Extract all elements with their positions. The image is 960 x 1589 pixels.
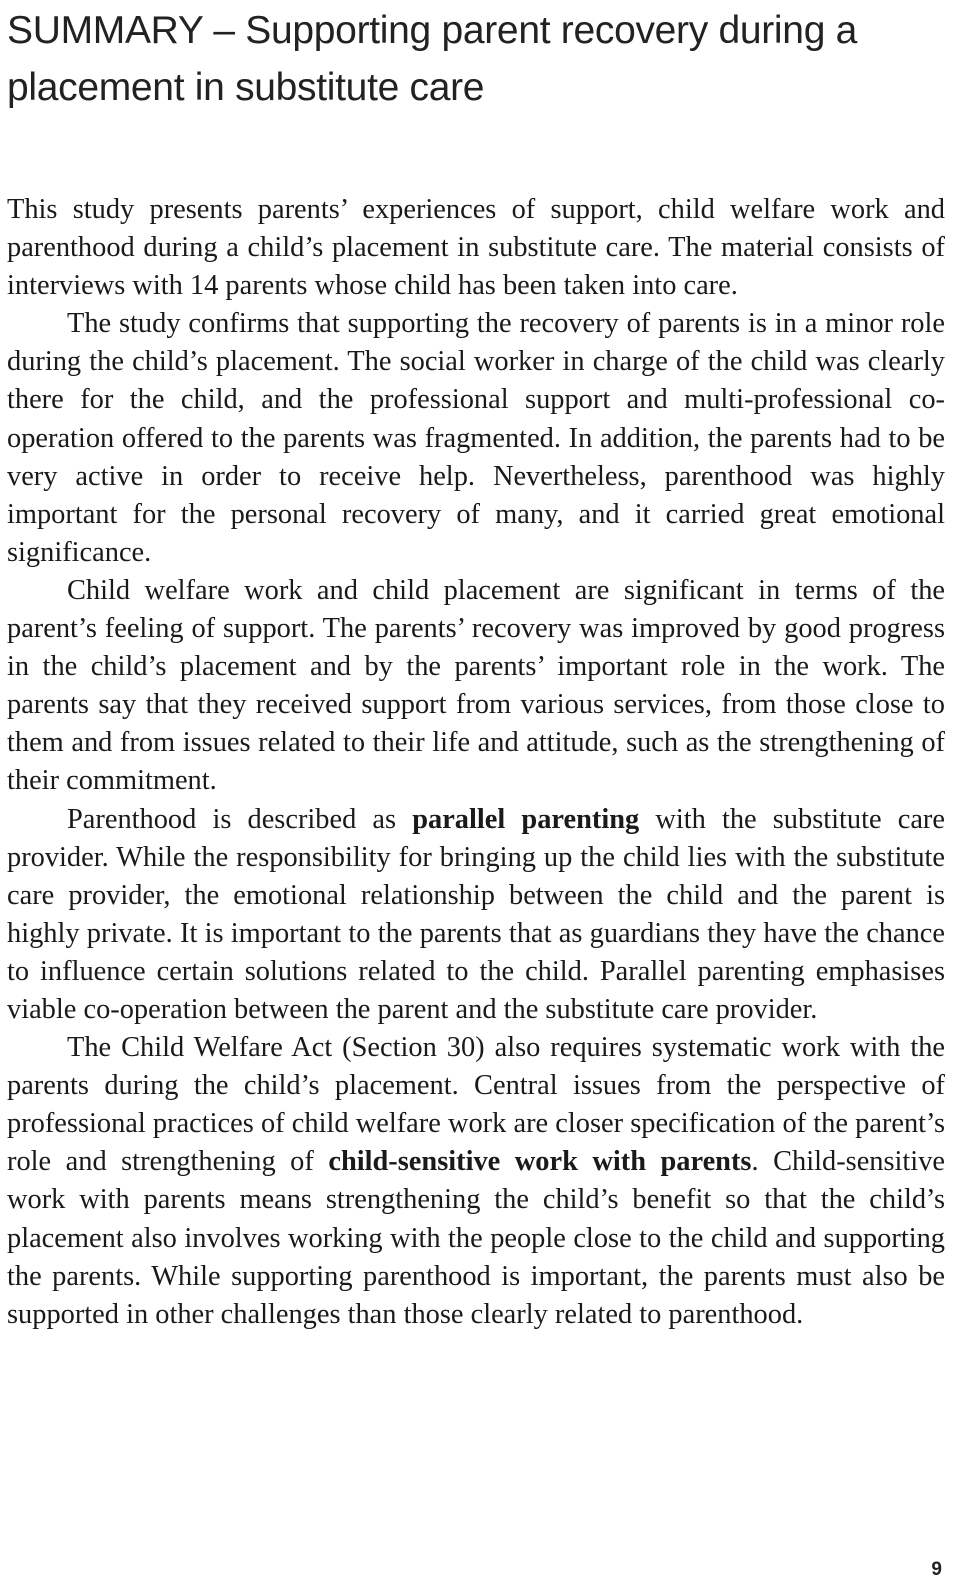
document-page (7, 0, 945, 1334)
page-title: SUMMARY – Supporting parent recovery during a placement in substitute care (7, 9, 858, 109)
summary-body (7, 191, 945, 1334)
page-number: 9 (931, 1559, 942, 1580)
paragraph-3 (7, 572, 945, 801)
paragraph-4-text-before: Parenthood is described as (67, 803, 413, 835)
paragraph-1-text: This study presents parents’ experiences of support, child welfare work and parenthood during a child’s placement in substitute care. The material consists of interviews with 14 parents whose child has been taken into care. (7, 194, 945, 302)
paragraph-4-bold-term: parallel parenting (412, 803, 640, 835)
paragraph-3-text: Child welfare work and child placement are significant in terms of the parent’s feeling of support. The parents’ recovery was improved by good progress in the child’s placement and by the parents’ important role in the work. The parents say that they received support from various services, from those close to them and from issues related to their life and attitude, such as the strengthening of their commitment. (7, 574, 945, 797)
paragraph-1 (7, 191, 945, 305)
paragraph-5-text-after: . Child-sensitive work with parents means strengthening the child’s benefit so that the child’s placement also involves working with the people close to the child and supporting the parents. While supporting parenthood is important, the parents must also be supported in other challenges than those clearly related to parenthood. (7, 1146, 945, 1330)
paragraph-2-text: The study confirms that supporting the recovery of parents is in a minor role during the child’s placement. The social worker in charge of the child was clearly there for the child, and the professional support and multi-professional co-operation offered to the parents was fragmented. In addition, the parents had to be very active in order to receive help. Nevertheless, parenthood was highly important for the personal recovery of many, and it carried great emotional significance. (7, 308, 945, 568)
paragraph-5-text-before: The Child Welfare Act (Section 30) also requires systematic work with the parents during the child’s placement. Central issues from the perspective of professional practices of child welfare work are closer specification of the parent’s role and strengthening of (7, 1032, 945, 1178)
paragraph-5-bold-term: child-sensitive work with parents (328, 1146, 752, 1178)
paragraph-4 (7, 801, 945, 1030)
paragraph-4-text-after: with the substitute care provider. While the responsibility for bringing up the child lies with the substitute care provider, the emotional relationship between the child and the parent is highly private. It is important to the parents that as guardians they have the chance to influence certain solutions related to the child. Parallel parenting emphasises viable co-operation between the parent and the substitute care provider. (7, 803, 945, 1025)
paragraph-2 (7, 305, 945, 572)
paragraph-5 (7, 1029, 945, 1334)
